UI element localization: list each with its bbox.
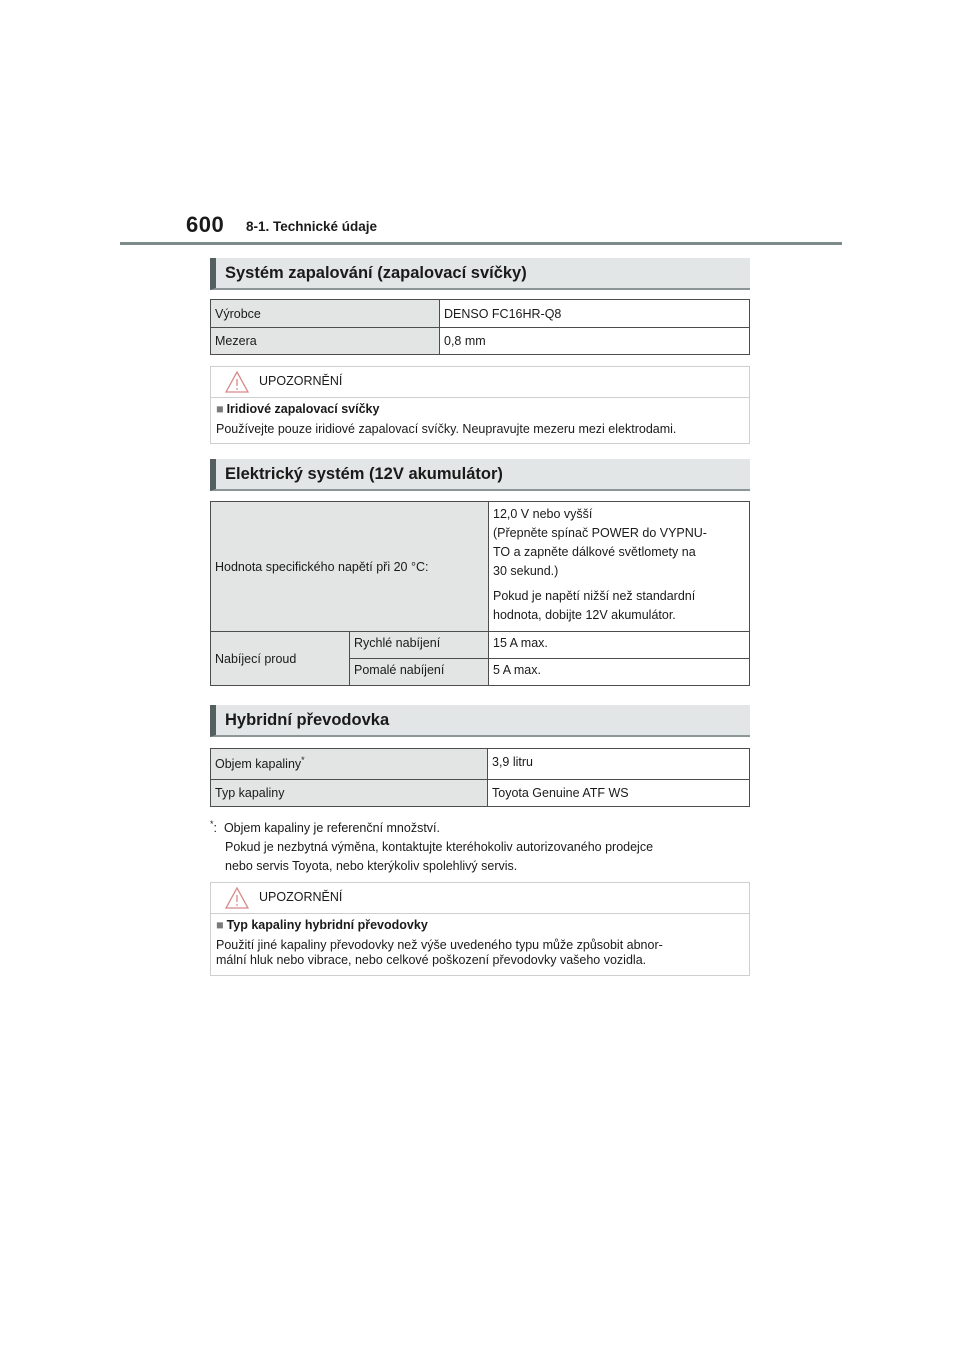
fluid-volume-label-text: Objem kapaliny: [215, 757, 302, 772]
footnote-line: Pokud je nezbytná výměna, kontaktujte kteréhokoliv autorizovaného prodejce: [225, 840, 654, 855]
footnote-line: Objem kapaliny je referenční množství.: [223, 821, 441, 836]
voltage-note-line: hodnota, dobijte 12V akumulátor.: [493, 608, 676, 622]
caution-subtitle: [216, 918, 744, 933]
charging-label: Nabíjecí proud: [211, 632, 350, 686]
voltage-value: [489, 502, 750, 632]
caution-text: Používejte pouze iridiové zapalovací svíčky. Neupravujte mezeru mezi elektrodami.: [216, 422, 677, 436]
caution-subtitle-text: Typ kapaliny hybridní převodovky: [226, 918, 428, 932]
caution-box: [210, 882, 750, 976]
voltage-line: 30 sekund.): [493, 564, 559, 578]
warning-triangle-icon: [225, 887, 249, 909]
footnote: *: Objem kapaliny je referenční množství. Pokud je nezbytná výměna, kontaktujte kteréhokoliv autorizovaného prodejce nebo servis Toyota, nebo kterýkoliv spolehlivý servis.: [210, 815, 750, 876]
voltage-line: TO a zapněte dálkové světlomety na: [493, 545, 696, 559]
caution-subtitle-text: Iridiové zapalovací svíčky: [226, 402, 380, 416]
table-cell-value: DENSO FC16HR-Q8: [440, 300, 750, 328]
page-number: 600: [186, 212, 225, 237]
table-row: [211, 632, 750, 659]
square-bullet-icon: ■: [216, 402, 224, 416]
warning-triangle-icon: [225, 371, 249, 393]
slow-charging-value: 5 A max.: [489, 659, 750, 686]
table-row: [211, 300, 750, 328]
table-row: [211, 328, 750, 355]
table-row: [211, 502, 750, 632]
caution-box: [210, 366, 750, 444]
footnote-line: nebo servis Toyota, nebo kterýkoliv spolehlivý servis.: [225, 859, 518, 874]
caution-subtitle: [216, 402, 744, 417]
voltage-note-line: Pokud je napětí nižší než standardní: [493, 589, 696, 603]
electric-table: [210, 501, 750, 686]
hybrid-section-heading: Hybridní převodovka: [210, 705, 750, 737]
fluid-type-value: Toyota Genuine ATF WS: [488, 780, 750, 807]
header-divider: [120, 242, 842, 245]
caution-header: [211, 367, 749, 398]
caution-text-line: Použití jiné kapaliny převodovky než výše uvedeného typu může způsobit abnor-: [216, 938, 663, 952]
caution-heading: UPOZORNĚNÍ: [259, 890, 343, 904]
table-cell-label: Výrobce: [211, 300, 440, 328]
table-row: [211, 749, 750, 780]
fluid-type-label: Typ kapaliny: [211, 780, 488, 807]
fluid-volume-label: [211, 749, 488, 780]
table-cell-value: 0,8 mm: [440, 328, 750, 355]
caution-text-line: mální hluk nebo vibrace, nebo celkové poškození převodovky vašeho vozidla.: [216, 953, 647, 967]
ignition-section-heading: Systém zapalování (zapalovací svíčky): [210, 258, 750, 290]
fast-charging-label: Rychlé nabíjení: [350, 632, 489, 659]
electric-section-heading: Elektrický systém (12V akumulátor): [210, 459, 750, 491]
voltage-line: 12,0 V nebo vyšší: [493, 507, 593, 521]
ignition-table: [210, 299, 750, 355]
voltage-label: Hodnota specifického napětí při 20 °C:: [211, 502, 489, 632]
footnote-marker: *: [301, 755, 305, 765]
caution-header: [211, 883, 749, 914]
table-cell-label: Mezera: [211, 328, 440, 355]
chapter-title: 8-1. Technické údaje: [246, 219, 378, 234]
table-row: [211, 780, 750, 807]
caution-heading: UPOZORNĚNÍ: [259, 374, 343, 388]
fluid-volume-value: 3,9 litru: [488, 749, 750, 780]
slow-charging-label: Pomalé nabíjení: [350, 659, 489, 686]
hybrid-table: [210, 748, 750, 807]
footnote-marker: *: [210, 819, 214, 829]
voltage-line: (Přepněte spínač POWER do VYPNU-: [493, 526, 707, 540]
fast-charging-value: 15 A max.: [489, 632, 750, 659]
square-bullet-icon: ■: [216, 918, 224, 932]
